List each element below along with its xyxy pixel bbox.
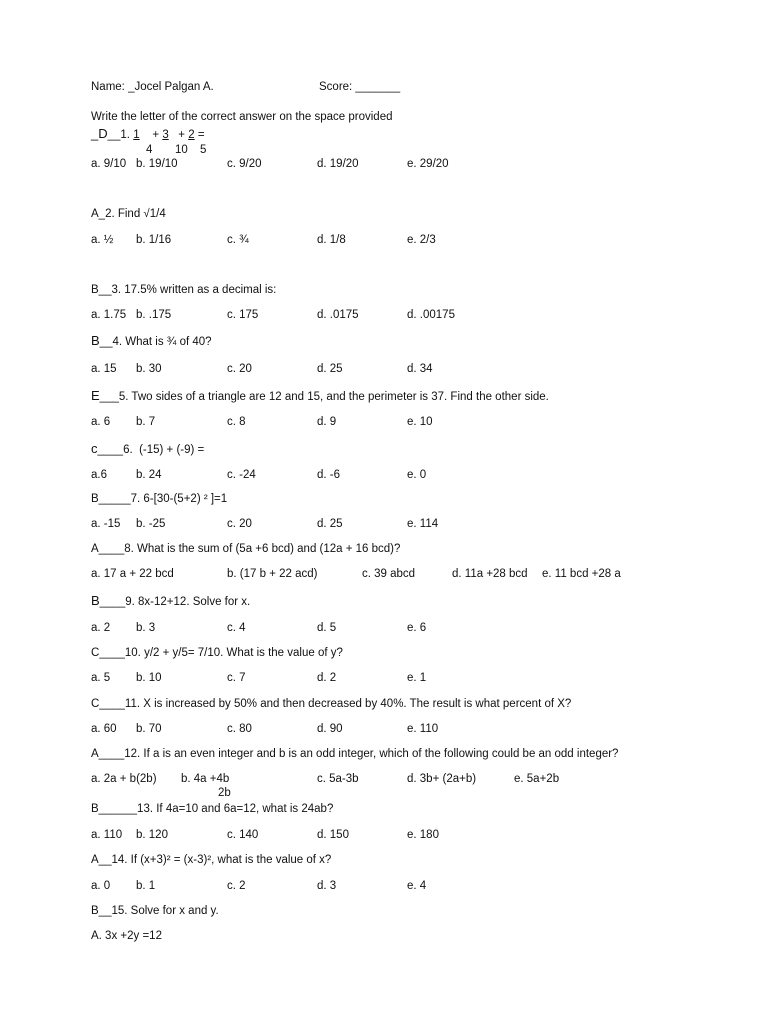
option: a. 2a + b(2b) <box>91 773 157 785</box>
option: b. 3 <box>136 622 156 634</box>
option: e. 114 <box>407 518 439 530</box>
option: b. 10 <box>136 672 162 684</box>
question-6: c____6. (-15) + (-9) = <box>91 441 205 456</box>
question-3: B__3. 17.5% written as a decimal is: <box>91 284 277 296</box>
question-9: B____9. 8x-12+12. Solve for x. <box>91 593 251 608</box>
option: b. 30 <box>136 363 162 375</box>
option: d. 25 <box>317 363 343 375</box>
answer-8: A <box>91 543 99 555</box>
option: a. ½ <box>91 234 114 246</box>
option: e. 1 <box>407 672 427 684</box>
option: a. 9/10 <box>91 158 127 170</box>
fraction-denominator: 10 <box>175 144 188 156</box>
option: d. 25 <box>317 518 343 530</box>
option: c. 140 <box>227 829 259 841</box>
option: a.6 <box>91 469 107 481</box>
option: d. 3b+ (2a+b) <box>407 773 477 785</box>
option: b. -25 <box>136 518 166 530</box>
option: d. 34 <box>407 363 433 375</box>
option: d. 1/8 <box>317 234 346 246</box>
option: c. 4 <box>227 622 246 634</box>
option: a. 6 <box>91 416 111 428</box>
answer-9: B <box>91 593 100 608</box>
option: c. 2 <box>227 880 246 892</box>
question-11: C____11. X is increased by 50% and then decreased by 40%. The result is what percent of X? <box>91 698 572 710</box>
option: c. 175 <box>227 309 259 321</box>
option: b. 4a +4b <box>181 773 230 785</box>
option: e. 6 <box>407 622 427 634</box>
option: e. 5a+2b <box>514 773 560 785</box>
question-12: A____12. If a is an even integer and b is an odd integer, which of the following could be an odd integer? <box>91 748 619 760</box>
answer-13: B <box>91 803 99 815</box>
instructions: Write the letter of the correct answer on the space provided <box>91 111 393 123</box>
option: b. 7 <box>136 416 156 428</box>
answer-4: B <box>91 333 100 348</box>
option: a. 0 <box>91 880 111 892</box>
option: c. 8 <box>227 416 246 428</box>
answer-12: A <box>91 748 99 760</box>
option: b. 70 <box>136 723 162 735</box>
option: b. 120 <box>136 829 168 841</box>
question-7: B_____7. 6-[30-(5+2) ² ]=1 <box>91 493 228 505</box>
question-2: A_2. Find √1/4 <box>91 208 166 220</box>
fraction-denominator: 5 <box>200 144 207 156</box>
answer-3: B <box>91 284 99 296</box>
score-field: Score: _______ <box>319 81 401 93</box>
question-8: A____8. What is the sum of (5a +6 bcd) and (12a + 16 bcd)? <box>91 543 401 555</box>
option: e. 2/3 <box>407 234 436 246</box>
option: d. 90 <box>317 723 343 735</box>
fraction-denominator: 4 <box>146 144 153 156</box>
option: b. (17 b + 22 acd) <box>227 568 318 580</box>
option: c. 7 <box>227 672 246 684</box>
option: b. 1 <box>136 880 156 892</box>
question-4: B__4. What is ¾ of 40? <box>91 333 212 348</box>
option: d. 3 <box>317 880 337 892</box>
option: c. 9/20 <box>227 158 262 170</box>
option: c. 39 abcd <box>362 568 416 580</box>
option: e. 180 <box>407 829 439 841</box>
name-field: Name: _Jocel Palgan A. <box>91 81 214 93</box>
option: a. 110 <box>91 829 123 841</box>
question-14: A__14. If (x+3)² = (x-3)², what is the value of x? <box>91 854 332 866</box>
option: d. .00175 <box>407 309 455 321</box>
option: b. 24 <box>136 469 162 481</box>
option: a. 17 a + 22 bcd <box>91 568 174 580</box>
option: d. .0175 <box>317 309 359 321</box>
fraction-denominator: 2b <box>218 787 231 799</box>
answer-11: C <box>91 698 100 710</box>
option: c. 20 <box>227 363 252 375</box>
option: d. 150 <box>317 829 349 841</box>
question-5: E___5. Two sides of a triangle are 12 and 15, and the perimeter is 37. Find the other side. <box>91 388 549 403</box>
option: d. 9 <box>317 416 337 428</box>
option: a. -15 <box>91 518 121 530</box>
answer-10: C <box>91 647 100 659</box>
option: e. 10 <box>407 416 433 428</box>
answer-14: A <box>91 854 99 866</box>
option: a. 2 <box>91 622 111 634</box>
question-1: _D__1. 1 + 3 + 2 = <box>91 126 205 141</box>
option: e. 4 <box>407 880 427 892</box>
option: d. 19/20 <box>317 158 359 170</box>
option: d. 5 <box>317 622 337 634</box>
option: c. 80 <box>227 723 252 735</box>
option: d. -6 <box>317 469 341 481</box>
question-13: B______13. If 4a=10 and 6a=12, what is 24ab? <box>91 803 334 815</box>
option: e. 0 <box>407 469 427 481</box>
option: a. 15 <box>91 363 117 375</box>
option: a. 60 <box>91 723 117 735</box>
option: a. 1.75 <box>91 309 127 321</box>
question-10: C____10. y/2 + y/5= 7/10. What is the value of y? <box>91 647 343 659</box>
option: e. 11 bcd +28 a <box>542 568 621 580</box>
option: e. 110 <box>407 723 439 735</box>
option: c. 5a-3b <box>317 773 359 785</box>
answer-2: A <box>91 208 99 220</box>
option: a. 5 <box>91 672 111 684</box>
question-15: B__15. Solve for x and y. <box>91 905 219 917</box>
answer-7: B <box>91 493 99 505</box>
option: c. ¾ <box>227 234 249 246</box>
answer-6: c <box>91 441 98 456</box>
option: A. 3x +2y =12 <box>91 930 162 942</box>
answer-5: E <box>91 388 100 403</box>
option: b. 1/16 <box>136 234 172 246</box>
option: b. .175 <box>136 309 172 321</box>
option: b. 19/10 <box>136 158 178 170</box>
answer-15: B <box>91 905 99 917</box>
option: e. 29/20 <box>407 158 449 170</box>
option: c. -24 <box>227 469 256 481</box>
answer-1: _D <box>91 126 108 141</box>
option: d. 2 <box>317 672 337 684</box>
option: d. 11a +28 bcd <box>452 568 528 580</box>
option: c. 20 <box>227 518 252 530</box>
